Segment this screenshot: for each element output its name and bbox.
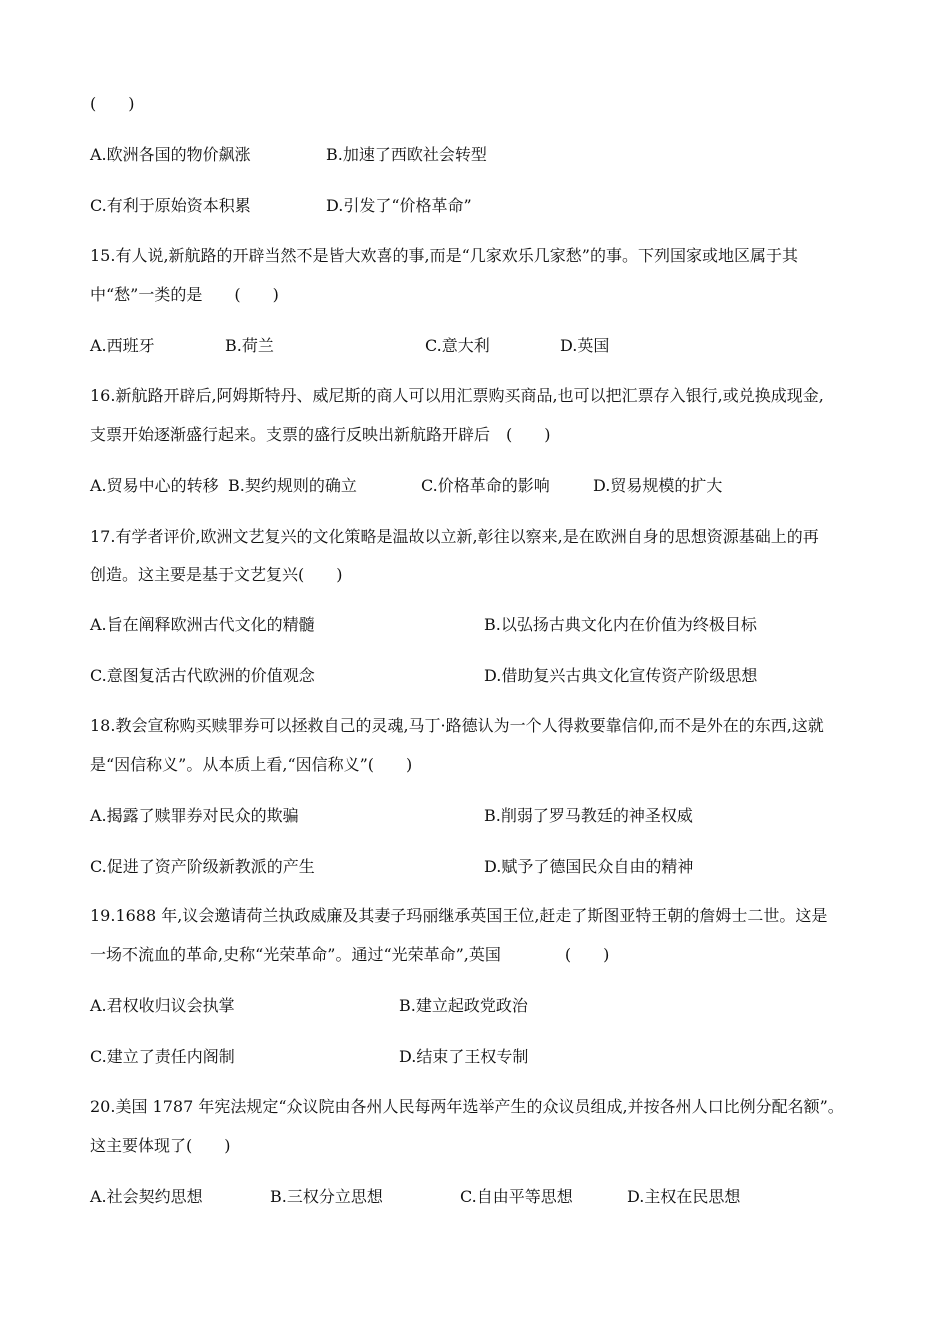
q16-stem-line1: 16.新航路开辟后,阿姆斯特丹、威尼斯的商人可以用汇票购买商品,也可以把汇票存入银行,或兑换成现金, bbox=[90, 386, 824, 405]
q16-option-c: C.价格革命的影响 bbox=[421, 476, 550, 495]
q14-option-d: D.引发了“价格革命” bbox=[326, 196, 472, 215]
q14-option-c: C.有利于原始资本积累 bbox=[90, 196, 251, 215]
q15-stem-line2: 中“愁”一类的是 ( ) bbox=[90, 285, 279, 304]
q20-option-a: A.社会契约思想 bbox=[90, 1187, 203, 1206]
q17-stem-line1: 17.有学者评价,欧洲文艺复兴的文化策略是温故以立新,彰往以察来,是在欧洲自身的思想资源基础上的再 bbox=[90, 527, 819, 546]
q19-option-a: A.君权收归议会执掌 bbox=[90, 996, 235, 1015]
q16-option-d: D.贸易规模的扩大 bbox=[593, 476, 723, 495]
q20-option-d: D.主权在民思想 bbox=[627, 1187, 741, 1206]
q14-option-a: A.欧洲各国的物价飙涨 bbox=[90, 145, 251, 164]
q18-stem-line1: 18.教会宣称购买赎罪券可以拯救自己的灵魂,马丁·路德认为一个人得救要靠信仰,而不是外在的东西,这就 bbox=[90, 716, 824, 735]
q17-stem-line2: 创造。这主要是基于文艺复兴( ) bbox=[90, 565, 343, 584]
q14-answer-bracket: ( ) bbox=[90, 94, 135, 113]
q19-stem-line1: 19.1688 年,议会邀请荷兰执政威廉及其妻子玛丽继承英国王位,赶走了斯图亚特王朝的詹姆士二世。这是 bbox=[90, 906, 828, 925]
q16-stem-line2: 支票开始逐渐盛行起来。支票的盛行反映出新航路开辟后 ( ) bbox=[90, 425, 551, 444]
q16-option-a: A.贸易中心的转移 bbox=[90, 476, 219, 495]
q17-option-d: D.借助复兴古典文化宣传资产阶级思想 bbox=[484, 666, 758, 685]
q17-option-a: A.旨在阐释欧洲古代文化的精髓 bbox=[90, 615, 315, 634]
q18-option-b: B.削弱了罗马教廷的神圣权威 bbox=[484, 806, 693, 825]
q19-option-c: C.建立了责任内阁制 bbox=[90, 1047, 235, 1066]
q17-option-c: C.意图复活古代欧洲的价值观念 bbox=[90, 666, 315, 685]
q20-option-c: C.自由平等思想 bbox=[460, 1187, 573, 1206]
q15-stem-line1: 15.有人说,新航路的开辟当然不是皆大欢喜的事,而是“几家欢乐几家愁”的事。下列国家或地区属于其 bbox=[90, 246, 798, 265]
q15-option-d: D.英国 bbox=[560, 336, 610, 355]
q15-option-c: C.意大利 bbox=[425, 336, 490, 355]
q19-option-d: D.结束了王权专制 bbox=[399, 1047, 529, 1066]
q15-option-a: A.西班牙 bbox=[90, 336, 155, 355]
q16-option-b: B.契约规则的确立 bbox=[228, 476, 357, 495]
q20-stem-line2: 这主要体现了( ) bbox=[90, 1136, 231, 1155]
q18-option-c: C.促进了资产阶级新教派的产生 bbox=[90, 857, 315, 876]
q20-option-b: B.三权分立思想 bbox=[270, 1187, 383, 1206]
q20-stem-line1: 20.美国 1787 年宪法规定“众议院由各州人民每两年选举产生的众议员组成,并按各州人口比例分配名额”。 bbox=[90, 1097, 844, 1116]
q14-option-b: B.加速了西欧社会转型 bbox=[326, 145, 487, 164]
q19-option-b: B.建立起政党政治 bbox=[399, 996, 528, 1015]
q15-option-b: B.荷兰 bbox=[225, 336, 274, 355]
q18-stem-line2: 是“因信称义”。从本质上看,“因信称义”( ) bbox=[90, 755, 413, 774]
q17-option-b: B.以弘扬古典文化内在价值为终极目标 bbox=[484, 615, 757, 634]
q18-option-a: A.揭露了赎罪券对民众的欺骗 bbox=[90, 806, 299, 825]
q18-option-d: D.赋予了德国民众自由的精神 bbox=[484, 857, 694, 876]
q19-stem-line2: 一场不流血的革命,史称“光荣革命”。通过“光荣革命”,英国 ( ) bbox=[90, 945, 610, 964]
